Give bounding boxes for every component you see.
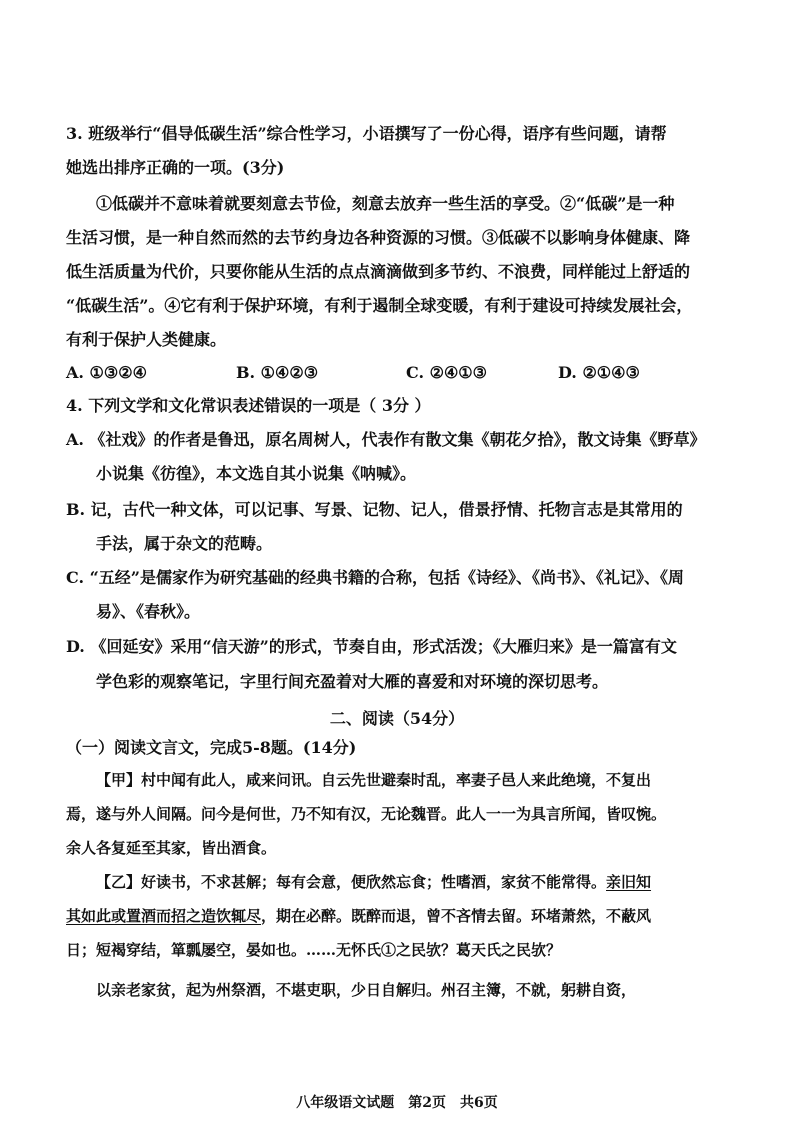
q3-passage-line5: 有利于保护人类健康。	[66, 330, 227, 349]
section-subtitle: （一）阅读文言文，完成5-8题。(14分)	[66, 738, 357, 757]
q4-option-b-line1: B. 记，古代一种文体，可以记事、写景、记物、记人，借景抒情、托物言志是其常用的	[66, 500, 683, 519]
page-footer: 八年级语文试题 第2页 共6页	[296, 1095, 498, 1111]
q4-stem: 4. 下列文学和文化常识表述错误的一项是（ 3分 ）	[66, 396, 431, 415]
section-title: 二、阅读（54分）	[329, 709, 465, 728]
q4-option-d-line2: 学色彩的观察笔记，字里行间充盈着对大雁的喜爱和对环境的深切思考。	[96, 672, 609, 691]
q4-option-b-line2: 手法，属于杂文的范畴。	[96, 534, 273, 553]
q3-passage-line2: 生活习惯，是一种自然而然的去节约身边各种资源的习惯。③低碳不以影响身体健康、降	[66, 228, 691, 247]
q4-option-c-line1: C. “五经”是儒家作为研究基础的经典书籍的合称，包括《诗经》、《尚书》、《礼记》、《周	[66, 568, 685, 587]
q4-option-a-line1: A. 《社戏》的作者是鲁迅，原名周树人，代表作有散文集《朝花夕拾》，散文诗集《野草》	[66, 430, 706, 449]
q3-options	[66, 363, 746, 383]
passage-yi-line2	[66, 906, 651, 926]
passage-jia-line2: 焉，遂与外人间隔。问今是何世，乃不知有汉，无论魏晋。此人一一为具言所闻，皆叹惋。	[66, 805, 667, 823]
passage-jia-line3: 余人各复延至其家，皆出酒食。	[66, 839, 277, 857]
q3-passage-line3: 低生活质量为代价，只要你能从生活的点点滴滴做到多节约、不浪费，同样能过上舒适的	[66, 262, 691, 281]
q3-option-c: C. ②④①③	[406, 363, 487, 382]
underlined-sentence-part1: 亲旧知	[606, 873, 652, 891]
q3-passage-line1: ①低碳并不意味着就要刻意去节俭，刻意去放弃一些生活的享受。②“低碳”是一种	[96, 194, 675, 213]
q3-option-d: D. ②①④③	[558, 363, 640, 382]
passage-yi-line1	[96, 872, 651, 892]
q3-stem-line1: 3. 班级举行“倡导低碳生活”综合性学习，小语撰写了一份心得，语序有些问题，请帮	[66, 124, 667, 143]
q4-option-d-line1: D. 《回延安》采用“信天游”的形式，节奏自由，形式活泼；《大雁归来》是一篇富有文	[66, 637, 677, 656]
passage-yi-line3: 日；短褐穿结，箪瓢屡空，晏如也。……无怀氏①之民欤？葛天氏之民欤？	[66, 941, 562, 959]
q3-option-a: A. ①③②④	[66, 363, 147, 382]
q3-passage-line4: “低碳生活”。④它有利于保护环境，有利于遏制全球变暖，有利于建设可持续发展社会，	[66, 296, 693, 315]
q3-stem-line2: 她选出排序正确的一项。(3分)	[66, 158, 285, 177]
passage-yi-line4: 以亲老家贫，起为州祭酒，不堪吏职，少日自解归。州召主簿，不就，躬耕自资，	[96, 981, 637, 999]
q4-option-c-line2: 易》、《春秋》。	[96, 602, 201, 621]
passage-yi-line1-text: 【乙】好读书，不求甚解；每有会意，便欣然忘食；性嗜酒，家贫不能常得。	[96, 873, 607, 891]
passage-yi-line2-text: ，期在必醉。既醉而退，曾不吝情去留。环堵萧然，不蔽风	[261, 907, 652, 925]
q4-option-a-line2: 小说集《彷徨》，本文选自其小说集《呐喊》。	[96, 464, 417, 483]
underlined-sentence-part2: 其如此或置酒而招之造饮辄尽	[66, 907, 262, 925]
passage-jia-line1: 【甲】村中闻有此人，咸来问讯。自云先世避秦时乱，率妻子邑人来此绝境，不复出	[96, 771, 652, 789]
q3-option-b: B. ①④②③	[236, 363, 319, 382]
